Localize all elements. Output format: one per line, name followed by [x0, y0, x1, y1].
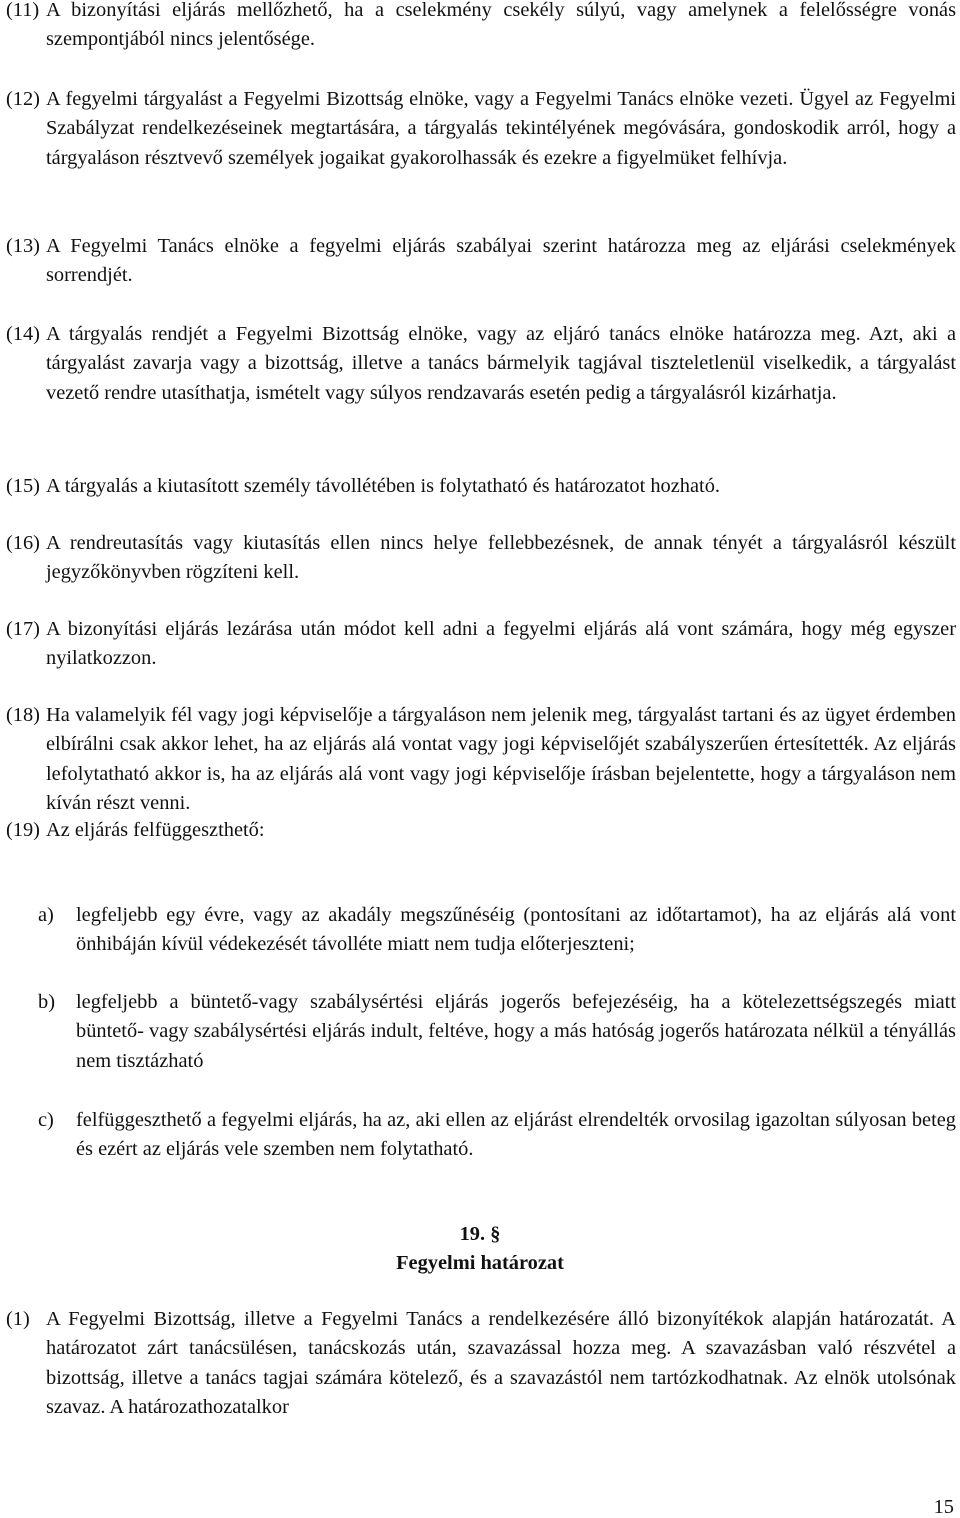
paragraph-number: (18) — [6, 704, 40, 726]
paragraph-text: A tárgyalás a kiutasított személy távollétében is folytatható és határozatot hozható. — [46, 475, 721, 497]
paragraph-text: A bizonyítási eljárás lezárása után módot kell adni a fegyelmi eljárás alá vont számára, hogy még egyszer nyilatkozzon. — [46, 618, 956, 670]
paragraph-15 — [6, 472, 956, 501]
section-title: Fegyelmi határozat — [396, 1252, 564, 1274]
subitem-text: legfeljebb egy évre, vagy az akadály megszűnéséig (pontosítani az időtartamot), ha az eljárás alá vont önhibáján kívül védekezését távolléte miatt nem tudja előterjeszteni; — [76, 904, 956, 956]
paragraph-text: A tárgyalás rendjét a Fegyelmi Bizottság elnöke, vagy az eljáró tanács elnöke határozza meg. Azt, aki a tárgyalást zavarja vagy a bizottság, illetve a tanács bármelyik tagjával tiszteletlenül viselkedik, a tárgyalást vezető rendre utasíthatja, ismételt vagy súlyos rendzavarás esetén pedig a tárgyalásról kizárhatja. — [46, 323, 956, 404]
paragraph-17 — [6, 615, 956, 674]
subitem-b — [38, 988, 956, 1076]
subitem-a — [38, 901, 956, 960]
subitem-c — [38, 1106, 956, 1165]
paragraph-text: A rendreutasítás vagy kiutasítás ellen nincs helye fellebbezésnek, de annak tényét a tárgyalásról készült jegyzőkönyvben rögzíteni kell. — [46, 532, 956, 584]
paragraph-14 — [6, 320, 956, 408]
subitem-text: legfeljebb a büntető-vagy szabálysértési eljárás jogerős befejezéséig, ha a kötelezettségszegés miatt büntető- vagy szabálysértési eljárás indult, feltéve, hogy a más hatóság jogerős határozata nélkül a tényállás nem tisztázható — [76, 991, 956, 1072]
subitem-letter: c) — [38, 1109, 54, 1131]
paragraph-text: A Fegyelmi Tanács elnöke a fegyelmi eljárás szabályai szerint határozza meg az eljárási cselekmények sorrendjét. — [46, 235, 956, 287]
paragraph-18 — [6, 701, 956, 818]
paragraph-12 — [6, 85, 956, 173]
paragraph-number: (1) — [6, 1308, 30, 1330]
paragraph-13 — [6, 232, 956, 291]
paragraph-number: (17) — [6, 618, 40, 640]
paragraph-number: (16) — [6, 532, 40, 554]
paragraph-number: (14) — [6, 323, 40, 345]
paragraph-number: (12) — [6, 88, 40, 110]
paragraph-text: Ha valamelyik fél vagy jogi képviselője a tárgyaláson nem jelenik meg, tárgyalást tartani és az ügyet érdemben elbírálni csak akkor lehet, ha az eljárás alá vontat vagy jogi képviselőjét szabályszerűen értesítették. Az eljárás lefolytatható akkor is, ha az eljárás alá vont vagy jogi képviselője írásban bejelentette, hogy a tárgyaláson nem kíván részt venni. — [46, 704, 956, 814]
page-number: 15 — [933, 1496, 954, 1518]
paragraph-text: A bizonyítási eljárás mellőzhető, ha a cselekmény csekély súlyú, vagy amelynek a felelősségre vonás szempontjából nincs jelentősége. — [46, 0, 956, 51]
paragraph-11 — [6, 0, 956, 55]
paragraph-number: (19) — [6, 819, 40, 841]
subitem-letter: b) — [38, 991, 55, 1013]
paragraph-text: A fegyelmi tárgyalást a Fegyelmi Bizottság elnöke, vagy a Fegyelmi Tanács elnöke vezeti. Ügyel az Fegyelmi Szabályzat rendelkezéseinek megtartására, a tárgyalás tekintélyének megóvására, gondoskodik arról, hogy a tárgyaláson résztvevő személyek jogaikat gyakorolhassák és ezekre a figyelmüket felhívja. — [46, 88, 956, 169]
paragraph-number: (15) — [6, 475, 40, 497]
paragraph-19 — [6, 816, 956, 845]
section-number: 19. § — [459, 1223, 501, 1245]
paragraph-number: (13) — [6, 235, 40, 257]
subitem-letter: a) — [38, 904, 54, 926]
section-paragraph-1 — [6, 1305, 956, 1422]
subitem-text: felfüggeszthető a fegyelmi eljárás, ha az, aki ellen az eljárást elrendelték orvosilag igazoltan súlyosan beteg és ezért az eljárás vele szemben nem folytatható. — [76, 1109, 956, 1161]
paragraph-text: Az eljárás felfüggeszthető: — [46, 819, 265, 841]
paragraph-16 — [6, 529, 956, 588]
paragraph-number: (11) — [6, 0, 40, 21]
paragraph-text: A Fegyelmi Bizottság, illetve a Fegyelmi Tanács a rendelkezésére álló bizonyítékok alapján határozatát. A határozatot zárt tanácsülésen, tanácskozás után, szavazással hozza meg. A szavazásban való részvétel a bizottság, illetve a tanács tagjai számára kötelező, és a szavazástól nem tartózkodhatnak. Az elnök utolsónak szavaz. A határozathozatalkor — [46, 1308, 956, 1418]
